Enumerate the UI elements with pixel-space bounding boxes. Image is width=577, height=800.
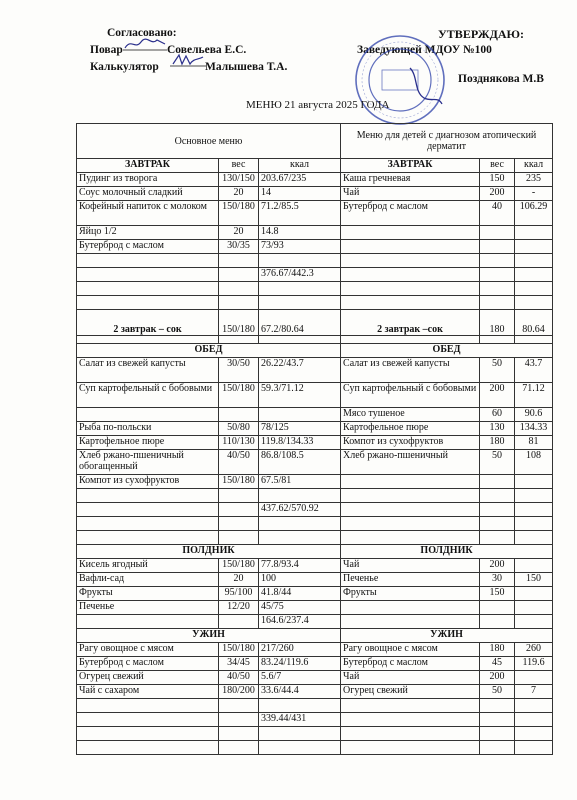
main-dish-kcal: 78/125 [259, 422, 341, 436]
main-dish-kcal [259, 517, 341, 531]
table-row [77, 671, 553, 685]
main-dish-kcal: 33.6/44.4 [259, 685, 341, 699]
weight-column-label: вес [480, 159, 515, 173]
diet-dish-name: Салат из свежей капусты [341, 358, 480, 383]
dinner-title-diet: УЖИН [341, 629, 553, 643]
breakfast-title-diet: ЗАВТРАК [341, 159, 480, 173]
kcal-column-label: ккал [515, 159, 553, 173]
diet-dish-weight [480, 503, 515, 517]
main-dish-weight: 150/180 [219, 643, 259, 657]
diet-dish-name [341, 601, 480, 615]
diet-dish-name [341, 517, 480, 531]
snack-title-main: ПОЛДНИК [77, 545, 341, 559]
main-dish-kcal [259, 296, 341, 310]
main-dish-name [77, 408, 219, 422]
snack-section-title [77, 545, 553, 559]
main-dish-name [77, 254, 219, 268]
second-breakfast-main: 2 завтрак – сок [77, 310, 219, 336]
main-dish-kcal [259, 699, 341, 713]
main-dish-name: Бутерброд с маслом [77, 657, 219, 671]
table-spacer-row [77, 336, 553, 344]
main-dish-weight: 150/180 [219, 559, 259, 573]
diet-dish-name: Чай [341, 187, 480, 201]
main-dish-kcal [259, 741, 341, 755]
main-dish-name: Печенье [77, 601, 219, 615]
main-dish-weight [219, 254, 259, 268]
diet-dish-weight [480, 475, 515, 489]
diet-dish-name [341, 531, 480, 545]
diet-dish-kcal [515, 475, 553, 489]
diet-dish-name [341, 296, 480, 310]
diet-dish-kcal [515, 254, 553, 268]
breakfast-section-title [77, 159, 553, 173]
diet-dish-kcal: 119.6 [515, 657, 553, 671]
diet-dish-kcal [515, 587, 553, 601]
diet-dish-kcal: 43.7 [515, 358, 553, 383]
diet-dish-name [341, 226, 480, 240]
second-breakfast-main-weight: 150/180 [219, 310, 259, 336]
diet-dish-weight: 200 [480, 671, 515, 685]
diet-dish-weight [480, 268, 515, 282]
table-row [77, 187, 553, 201]
diet-dish-weight [480, 517, 515, 531]
diet-dish-kcal [515, 517, 553, 531]
lunch-title-main: ОБЕД [77, 344, 341, 358]
diet-menu-header: Меню для детей с диагнозом атопический дерматит [341, 124, 553, 159]
empty-cell [341, 336, 480, 344]
diet-dish-name [341, 268, 480, 282]
table-row [77, 727, 553, 741]
diet-dish-name: Чай [341, 671, 480, 685]
diet-dish-kcal [515, 240, 553, 254]
main-dish-weight: 150/180 [219, 383, 259, 408]
main-dish-weight: 150/180 [219, 201, 259, 226]
main-dish-name [77, 296, 219, 310]
table-row [77, 503, 553, 517]
main-dish-name: Хлеб ржано-пшеничный обогащенный [77, 450, 219, 475]
main-dish-name: Яйцо 1/2 [77, 226, 219, 240]
weight-column-label: вес [219, 159, 259, 173]
table-row [77, 657, 553, 671]
diet-dish-weight: 50 [480, 685, 515, 699]
main-dish-kcal: 41.8/44 [259, 587, 341, 601]
dinner-title-main: УЖИН [77, 629, 341, 643]
diet-dish-weight [480, 713, 515, 727]
diet-dish-kcal [515, 601, 553, 615]
diet-dish-weight: 150 [480, 173, 515, 187]
table-row [77, 741, 553, 755]
diet-dish-weight [480, 601, 515, 615]
main-dish-weight [219, 282, 259, 296]
diet-dish-weight: 200 [480, 383, 515, 408]
main-dish-kcal: 164.6/237.4 [259, 615, 341, 629]
diet-dish-name [341, 475, 480, 489]
main-dish-name: Салат из свежей капусты [77, 358, 219, 383]
main-dish-kcal: 14.8 [259, 226, 341, 240]
diet-dish-weight [480, 226, 515, 240]
diet-dish-kcal: 235 [515, 173, 553, 187]
main-dish-kcal [259, 489, 341, 503]
diet-dish-name [341, 489, 480, 503]
main-dish-kcal: 339.44/431 [259, 713, 341, 727]
diet-dish-weight: 200 [480, 187, 515, 201]
table-row [77, 201, 553, 226]
diet-dish-weight: 130 [480, 422, 515, 436]
main-menu-header: Основное меню [77, 124, 341, 159]
diet-dish-name: Рагу овощное с мясом [341, 643, 480, 657]
calculator-name: Малышева Т.А. [205, 61, 288, 73]
main-dish-kcal: 26.22/43.7 [259, 358, 341, 383]
table-row [77, 282, 553, 296]
table-row [77, 450, 553, 475]
main-dish-kcal: 83.24/119.6 [259, 657, 341, 671]
main-dish-name: Фрукты [77, 587, 219, 601]
table-row [77, 226, 553, 240]
main-dish-weight: 40/50 [219, 671, 259, 685]
empty-cell [480, 336, 515, 344]
main-dish-name: Вафли-сад [77, 573, 219, 587]
diet-dish-weight [480, 282, 515, 296]
main-dish-weight [219, 615, 259, 629]
main-dish-weight [219, 713, 259, 727]
main-dish-weight [219, 268, 259, 282]
main-dish-weight [219, 408, 259, 422]
table-row [77, 254, 553, 268]
main-dish-weight [219, 531, 259, 545]
lunch-section-title [77, 344, 553, 358]
diet-dish-name [341, 503, 480, 517]
main-dish-kcal: 376.67/442.3 [259, 268, 341, 282]
diet-dish-name [341, 727, 480, 741]
main-dish-weight: 130/150 [219, 173, 259, 187]
table-row [77, 601, 553, 615]
second-breakfast-diet-weight: 180 [480, 310, 515, 336]
main-dish-weight: 50/80 [219, 422, 259, 436]
main-dish-kcal: 59.3/71.12 [259, 383, 341, 408]
table-row [77, 517, 553, 531]
main-dish-weight [219, 727, 259, 741]
main-dish-weight: 12/20 [219, 601, 259, 615]
table-row [77, 685, 553, 699]
diet-dish-name: Фрукты [341, 587, 480, 601]
main-dish-name [77, 713, 219, 727]
head-position: Заведующей МДОУ №100 [357, 44, 492, 56]
menu-table [76, 123, 553, 755]
snack-title-diet: ПОЛДНИК [341, 545, 553, 559]
calculator-signature [170, 52, 206, 68]
main-dish-weight: 34/45 [219, 657, 259, 671]
main-dish-kcal: 100 [259, 573, 341, 587]
main-dish-name [77, 503, 219, 517]
diet-dish-weight [480, 531, 515, 545]
main-dish-weight [219, 503, 259, 517]
main-dish-kcal: 217/260 [259, 643, 341, 657]
diet-dish-name [341, 240, 480, 254]
diet-dish-kcal [515, 268, 553, 282]
main-dish-weight [219, 741, 259, 755]
diet-dish-name: Компот из сухофруктов [341, 436, 480, 450]
main-dish-kcal [259, 727, 341, 741]
cook-label: Повар [90, 44, 123, 56]
main-dish-weight: 95/100 [219, 587, 259, 601]
main-dish-name: Бутерброд с маслом [77, 240, 219, 254]
main-dish-name [77, 531, 219, 545]
diet-dish-kcal: 7 [515, 685, 553, 699]
main-dish-name [77, 699, 219, 713]
head-name: Позднякова М.В [458, 73, 544, 85]
diet-dish-kcal: 90.6 [515, 408, 553, 422]
table-row [77, 422, 553, 436]
main-dish-kcal: 5.6/7 [259, 671, 341, 685]
main-dish-weight: 110/130 [219, 436, 259, 450]
diet-dish-name: Мясо тушеное [341, 408, 480, 422]
main-dish-kcal: 71.2/85.5 [259, 201, 341, 226]
main-dish-name: Рагу овощное с мясом [77, 643, 219, 657]
diet-dish-kcal: 81 [515, 436, 553, 450]
diet-dish-kcal: 134.33 [515, 422, 553, 436]
diet-dish-name [341, 713, 480, 727]
diet-dish-name [341, 699, 480, 713]
main-dish-kcal: 437.62/570.92 [259, 503, 341, 517]
main-dish-name: Компот из сухофруктов [77, 475, 219, 489]
diet-dish-weight: 30 [480, 573, 515, 587]
diet-dish-kcal: - [515, 187, 553, 201]
diet-dish-kcal: 260 [515, 643, 553, 657]
main-dish-kcal: 45/75 [259, 601, 341, 615]
diet-dish-kcal [515, 503, 553, 517]
kcal-column-label: ккал [259, 159, 341, 173]
table-row [77, 531, 553, 545]
main-dish-kcal: 67.5/81 [259, 475, 341, 489]
dinner-section-title [77, 629, 553, 643]
diet-dish-name [341, 254, 480, 268]
table-row [77, 713, 553, 727]
empty-cell [77, 336, 219, 344]
diet-dish-name [341, 282, 480, 296]
main-dish-name: Чай с сахаром [77, 685, 219, 699]
diet-dish-kcal: 150 [515, 573, 553, 587]
table-row [77, 296, 553, 310]
diet-dish-name: Бутерброд с маслом [341, 657, 480, 671]
diet-dish-weight [480, 254, 515, 268]
main-dish-name [77, 517, 219, 531]
main-dish-name [77, 282, 219, 296]
main-dish-name [77, 741, 219, 755]
diet-dish-name: Огурец свежий [341, 685, 480, 699]
diet-dish-name: Хлеб ржано-пшеничный [341, 450, 480, 475]
table-row [77, 573, 553, 587]
diet-dish-weight: 200 [480, 559, 515, 573]
diet-dish-weight: 50 [480, 450, 515, 475]
table-row [77, 475, 553, 489]
main-dish-weight: 180/200 [219, 685, 259, 699]
diet-dish-weight [480, 727, 515, 741]
diet-dish-kcal [515, 741, 553, 755]
main-dish-weight [219, 296, 259, 310]
organization-stamp [352, 32, 448, 128]
diet-dish-weight: 40 [480, 201, 515, 226]
main-dish-kcal: 86.8/108.5 [259, 450, 341, 475]
main-dish-name: Рыба по-польски [77, 422, 219, 436]
second-breakfast-diet-kcal: 80.64 [515, 310, 553, 336]
diet-dish-weight: 180 [480, 643, 515, 657]
diet-dish-weight: 50 [480, 358, 515, 383]
cook-name: Совельева Е.С. [167, 44, 247, 56]
diet-dish-weight: 180 [480, 436, 515, 450]
table-row [77, 587, 553, 601]
table-row [77, 408, 553, 422]
second-breakfast-diet: 2 завтрак –сок [341, 310, 480, 336]
table-row [77, 383, 553, 408]
diet-dish-name: Картофельное пюре [341, 422, 480, 436]
table-row [77, 240, 553, 254]
main-dish-name [77, 489, 219, 503]
approve-label: УТВЕРЖДАЮ: [438, 27, 525, 41]
main-dish-weight: 20 [219, 226, 259, 240]
empty-cell [259, 336, 341, 344]
diet-dish-name: Каша гречневая [341, 173, 480, 187]
table-row [77, 643, 553, 657]
diet-dish-weight [480, 489, 515, 503]
lunch-title-diet: ОБЕД [341, 344, 553, 358]
calculator-label: Калькулятор [90, 61, 159, 73]
main-dish-name: Кофейный напиток с молоком [77, 201, 219, 226]
diet-dish-weight [480, 240, 515, 254]
diet-dish-kcal [515, 699, 553, 713]
diet-dish-name: Суп картофельный с бобовыми [341, 383, 480, 408]
table-row [77, 559, 553, 573]
second-breakfast-row [77, 310, 553, 336]
main-dish-kcal: 14 [259, 187, 341, 201]
breakfast-title-main: ЗАВТРАК [77, 159, 219, 173]
diet-dish-kcal: 108 [515, 450, 553, 475]
diet-dish-name: Чай [341, 559, 480, 573]
main-dish-name: Пудинг из творога [77, 173, 219, 187]
main-dish-weight: 30/50 [219, 358, 259, 383]
diet-dish-kcal [515, 615, 553, 629]
main-dish-kcal [259, 531, 341, 545]
cook-signature [123, 36, 167, 52]
main-dish-weight [219, 517, 259, 531]
diet-dish-kcal [515, 671, 553, 685]
diet-dish-weight [480, 296, 515, 310]
main-dish-name: Огурец свежий [77, 671, 219, 685]
diet-dish-kcal: 71.12 [515, 383, 553, 408]
diet-dish-kcal [515, 226, 553, 240]
diet-dish-kcal [515, 713, 553, 727]
main-dish-name [77, 268, 219, 282]
main-dish-kcal: 73/93 [259, 240, 341, 254]
table-row [77, 268, 553, 282]
main-dish-weight [219, 699, 259, 713]
table-row [77, 436, 553, 450]
main-dish-weight: 40/50 [219, 450, 259, 475]
main-dish-kcal [259, 282, 341, 296]
main-dish-name: Соус молочный сладкий [77, 187, 219, 201]
diet-dish-name: Бутерброд с маслом [341, 201, 480, 226]
table-row [77, 173, 553, 187]
diet-dish-name [341, 615, 480, 629]
empty-cell [219, 336, 259, 344]
main-dish-weight [219, 489, 259, 503]
main-dish-weight: 20 [219, 187, 259, 201]
diet-dish-kcal [515, 282, 553, 296]
main-dish-name [77, 727, 219, 741]
table-row [77, 699, 553, 713]
main-dish-kcal [259, 254, 341, 268]
diet-dish-weight: 150 [480, 587, 515, 601]
diet-dish-kcal [515, 489, 553, 503]
diet-dish-weight: 45 [480, 657, 515, 671]
main-dish-kcal: 77.8/93.4 [259, 559, 341, 573]
agreed-label: Согласовано: [107, 27, 177, 39]
main-dish-kcal: 119.8/134.33 [259, 436, 341, 450]
main-dish-weight: 150/180 [219, 475, 259, 489]
table-row [77, 489, 553, 503]
main-dish-weight: 20 [219, 573, 259, 587]
diet-dish-name: Печенье [341, 573, 480, 587]
diet-dish-kcal [515, 559, 553, 573]
main-dish-name [77, 615, 219, 629]
main-dish-kcal [259, 408, 341, 422]
diet-dish-kcal [515, 727, 553, 741]
diet-dish-kcal [515, 531, 553, 545]
diet-dish-weight [480, 741, 515, 755]
second-breakfast-main-kcal: 67.2/80.64 [259, 310, 341, 336]
diet-dish-kcal: 106.29 [515, 201, 553, 226]
menu-title: МЕНЮ 21 августа 2025 ГОДА [246, 99, 390, 111]
empty-cell [515, 336, 553, 344]
diet-dish-weight [480, 699, 515, 713]
diet-dish-weight [480, 615, 515, 629]
main-dish-name: Кисель ягодный [77, 559, 219, 573]
main-dish-name: Картофельное пюре [77, 436, 219, 450]
diet-dish-weight: 60 [480, 408, 515, 422]
table-row [77, 358, 553, 383]
table-row [77, 615, 553, 629]
main-dish-kcal: 203.67/235 [259, 173, 341, 187]
main-dish-weight: 30/35 [219, 240, 259, 254]
diet-dish-name [341, 741, 480, 755]
main-dish-name: Суп картофельный с бобовыми [77, 383, 219, 408]
diet-dish-kcal [515, 296, 553, 310]
